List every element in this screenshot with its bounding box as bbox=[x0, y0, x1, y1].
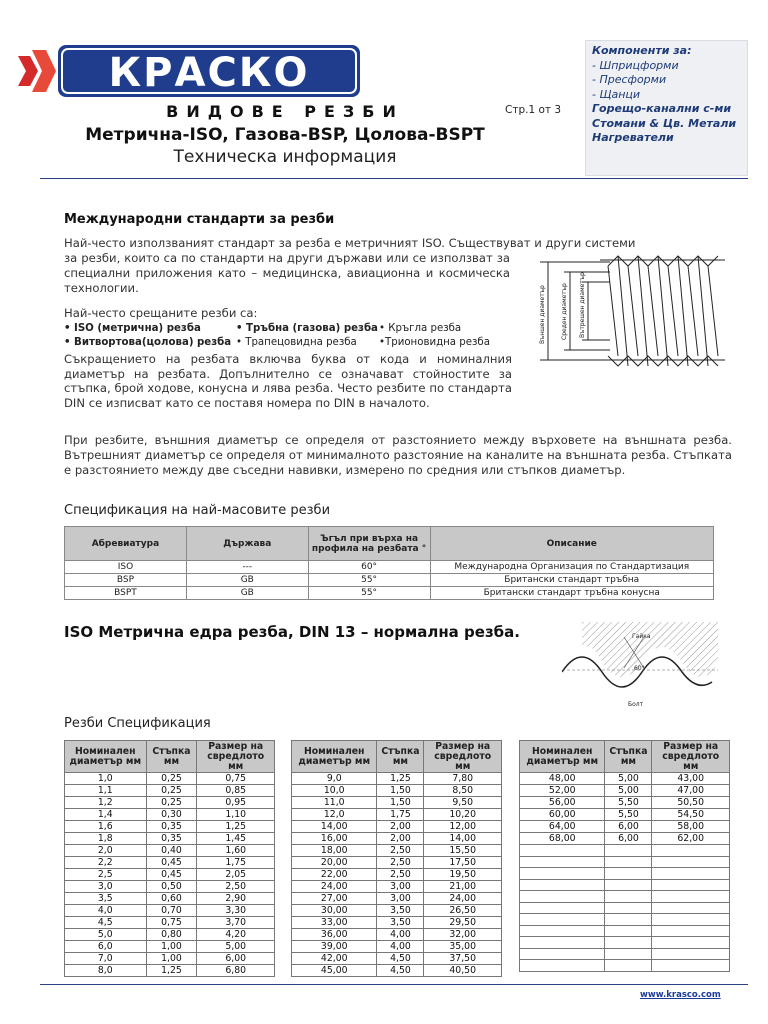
table-row bbox=[520, 879, 730, 891]
table-cell: 5,00 bbox=[605, 785, 652, 797]
drill-column-header: Стъпка мм bbox=[605, 741, 652, 773]
thread-type-item: • Кръгла резба bbox=[379, 323, 462, 334]
drill-column-header: Номинален диаметър мм bbox=[520, 741, 605, 773]
table-cell: 6,00 bbox=[197, 953, 275, 965]
title-main: ВИДОВЕ РЕЗБИ bbox=[166, 102, 404, 121]
table-row bbox=[520, 891, 730, 903]
table-cell: 1,0 bbox=[65, 773, 147, 785]
table-cell: 2,50 bbox=[197, 881, 275, 893]
thread-type-item: • ISO (метрична) резба bbox=[64, 323, 201, 334]
table-cell: 2,05 bbox=[197, 869, 275, 881]
table-cell: 12,00 bbox=[424, 821, 502, 833]
table-cell: 14,00 bbox=[424, 833, 502, 845]
table-cell: 12,0 bbox=[292, 809, 377, 821]
table-row bbox=[292, 797, 502, 809]
table-cell: 1,45 bbox=[197, 833, 275, 845]
table-row bbox=[65, 893, 275, 905]
table-row bbox=[65, 809, 275, 821]
table-cell: 33,00 bbox=[292, 917, 377, 929]
drill-column-header: Размер на свредлото мм bbox=[197, 741, 275, 773]
drill-column-header: Номинален диаметър мм bbox=[292, 741, 377, 773]
table-row bbox=[292, 953, 502, 965]
sidebox-line: Нагреватели bbox=[592, 131, 674, 144]
thread-profile-diagram bbox=[562, 622, 718, 712]
table-cell bbox=[605, 925, 652, 937]
standards-heading: Международни стандарти за резби bbox=[64, 212, 335, 227]
drill-column-header: Размер на свредлото мм bbox=[424, 741, 502, 773]
table-cell: 60,00 bbox=[520, 809, 605, 821]
table-row bbox=[520, 797, 730, 809]
table-cell: 22,00 bbox=[292, 869, 377, 881]
table-cell bbox=[652, 879, 730, 891]
table-cell bbox=[520, 856, 605, 868]
table-cell: 58,00 bbox=[652, 821, 730, 833]
table-cell: 2,5 bbox=[65, 869, 147, 881]
table-cell: 1,00 bbox=[146, 953, 197, 965]
table-row bbox=[65, 797, 275, 809]
table-cell: 47,00 bbox=[652, 785, 730, 797]
table-row bbox=[292, 869, 502, 881]
standards-paragraph-1-rest: за резби, които са по стандарти на други държави или се използват за специални приложения като – медицинска, авиационна и космическа технологии. bbox=[64, 251, 510, 295]
table-cell bbox=[605, 948, 652, 960]
table-cell bbox=[652, 868, 730, 880]
table-cell bbox=[652, 891, 730, 903]
table-cell: 0,25 bbox=[146, 785, 197, 797]
table-row bbox=[520, 856, 730, 868]
table-cell: 1,00 bbox=[146, 941, 197, 953]
table-cell: 1,2 bbox=[65, 797, 147, 809]
table-row bbox=[520, 785, 730, 797]
table-cell bbox=[605, 902, 652, 914]
table-cell: 10,20 bbox=[424, 809, 502, 821]
table-cell: 60° bbox=[308, 561, 430, 574]
table-cell bbox=[652, 948, 730, 960]
table-cell: 1,10 bbox=[197, 809, 275, 821]
table-cell: 24,00 bbox=[424, 893, 502, 905]
thread-types-list bbox=[64, 322, 524, 350]
header-divider bbox=[40, 178, 748, 179]
table-cell: 4,20 bbox=[197, 929, 275, 941]
table-cell bbox=[520, 925, 605, 937]
table-cell: 45,00 bbox=[292, 965, 377, 977]
table-row bbox=[520, 948, 730, 960]
standards-paragraph-2: Най-често срещаните резби са: bbox=[64, 306, 258, 320]
table-row bbox=[292, 905, 502, 917]
table-cell: 19,50 bbox=[424, 869, 502, 881]
table-cell: ISO bbox=[65, 561, 187, 574]
profile-nut-label: Гайка bbox=[632, 633, 651, 640]
table-cell bbox=[652, 914, 730, 926]
table-row bbox=[292, 893, 502, 905]
table-cell: 18,00 bbox=[292, 845, 377, 857]
table-cell: 10,0 bbox=[292, 785, 377, 797]
thread-type-item: •Трионовидна резба bbox=[379, 337, 490, 348]
table-cell: 5,50 bbox=[605, 809, 652, 821]
table-cell: 1,25 bbox=[197, 821, 275, 833]
spec-column-header: Абревиатура bbox=[65, 527, 187, 561]
table-cell: 1,25 bbox=[377, 773, 424, 785]
inner-diameter-label: Вътрешен диаметър bbox=[579, 272, 586, 338]
title-subtitle: Метрична-ISO, Газова-BSP, Цолова-BSPT bbox=[85, 125, 485, 145]
table-row bbox=[65, 953, 275, 965]
table-cell bbox=[605, 879, 652, 891]
table-cell: 43,00 bbox=[652, 773, 730, 785]
spec-column-header: Ъгъл при върха на профила на резбата ° bbox=[308, 527, 430, 561]
table-cell: 2,50 bbox=[377, 857, 424, 869]
table-cell: 37,50 bbox=[424, 953, 502, 965]
sidebox-line: Горещо-канални с-ми bbox=[592, 102, 732, 115]
table-cell: 1,4 bbox=[65, 809, 147, 821]
table-cell bbox=[652, 925, 730, 937]
table-row bbox=[65, 905, 275, 917]
table-cell bbox=[652, 902, 730, 914]
table-cell: 3,00 bbox=[377, 893, 424, 905]
table-cell bbox=[652, 845, 730, 857]
table-cell: 1,50 bbox=[377, 797, 424, 809]
table-cell: 8,50 bbox=[424, 785, 502, 797]
table-row bbox=[65, 917, 275, 929]
thread-type-item: • Витвортова(цолова) резба bbox=[64, 337, 232, 348]
iso-section-title: ISO Метрична едра резба, DIN 13 – нормална резба. bbox=[64, 623, 520, 641]
outer-diameter-label: Външен диаметър bbox=[539, 285, 546, 344]
profile-bolt-label: Болт bbox=[628, 701, 644, 708]
table-cell: Британски стандарт тръбна конусна bbox=[430, 587, 714, 600]
table-row bbox=[520, 868, 730, 880]
table-row bbox=[520, 960, 730, 972]
thread-type-item: • Трапецовидна резба bbox=[236, 337, 357, 348]
table-row bbox=[65, 785, 275, 797]
bullet-row bbox=[64, 336, 524, 350]
thread-spec-table bbox=[64, 526, 714, 600]
table-cell bbox=[652, 856, 730, 868]
table-cell: 15,50 bbox=[424, 845, 502, 857]
table-row bbox=[292, 917, 502, 929]
table-cell: 0,30 bbox=[146, 809, 197, 821]
table-cell: 4,00 bbox=[377, 929, 424, 941]
table-cell: 5,0 bbox=[65, 929, 147, 941]
table-cell: 6,00 bbox=[605, 833, 652, 845]
table-cell: 3,00 bbox=[377, 881, 424, 893]
table-cell: 55° bbox=[308, 574, 430, 587]
table-cell: 17,50 bbox=[424, 857, 502, 869]
table-row bbox=[65, 857, 275, 869]
table-cell: 1,6 bbox=[65, 821, 147, 833]
table-cell: 62,00 bbox=[652, 833, 730, 845]
table-cell: 4,0 bbox=[65, 905, 147, 917]
table-cell: 32,00 bbox=[424, 929, 502, 941]
profile-angle-label: 60° bbox=[634, 665, 645, 672]
table-cell: 4,5 bbox=[65, 917, 147, 929]
table-cell: 5,00 bbox=[605, 773, 652, 785]
table-cell: 48,00 bbox=[520, 773, 605, 785]
table-row bbox=[292, 833, 502, 845]
website-link[interactable]: www.krasco.com bbox=[640, 990, 721, 1000]
table-cell: 2,00 bbox=[377, 821, 424, 833]
table-row bbox=[520, 925, 730, 937]
table-cell bbox=[605, 937, 652, 949]
table-cell: Международна Организация по Стандартизация bbox=[430, 561, 714, 574]
drill-column-header: Размер на свредлото мм bbox=[652, 741, 730, 773]
table-cell: 3,50 bbox=[377, 905, 424, 917]
table-cell: 4,50 bbox=[377, 953, 424, 965]
table-cell: GB bbox=[186, 574, 308, 587]
table-row bbox=[65, 773, 275, 785]
table-cell: 0,25 bbox=[146, 773, 197, 785]
table-cell: 1,1 bbox=[65, 785, 147, 797]
table-cell: 6,80 bbox=[197, 965, 275, 977]
table-row bbox=[65, 561, 714, 574]
table-cell: BSP bbox=[65, 574, 187, 587]
drill-column-header: Номинален диаметър мм bbox=[65, 741, 147, 773]
drill-table-1 bbox=[64, 740, 275, 977]
table-cell: 24,00 bbox=[292, 881, 377, 893]
table-cell: --- bbox=[186, 561, 308, 574]
table-row bbox=[65, 833, 275, 845]
table-row bbox=[520, 809, 730, 821]
table-cell: 14,00 bbox=[292, 821, 377, 833]
table-cell bbox=[605, 868, 652, 880]
table-row bbox=[65, 929, 275, 941]
table-cell: 1,25 bbox=[146, 965, 197, 977]
sidebox-line: Стомани & Цв. Метали bbox=[592, 116, 737, 130]
table-cell: 0,80 bbox=[146, 929, 197, 941]
thread-type-item: • Тръбна (газова) резба bbox=[236, 323, 378, 334]
table-cell: 0,50 bbox=[146, 881, 197, 893]
drill-table-3 bbox=[519, 740, 730, 972]
table-cell bbox=[520, 879, 605, 891]
table-cell: 0,40 bbox=[146, 845, 197, 857]
table-cell: 0,35 bbox=[146, 833, 197, 845]
sidebox-line: - Шприцформи bbox=[592, 58, 679, 72]
table-cell: 68,00 bbox=[520, 833, 605, 845]
logo-text: КРАСКО bbox=[108, 50, 310, 96]
table-cell: 0,75 bbox=[146, 917, 197, 929]
sidebox-line: - Щанци bbox=[592, 87, 641, 101]
standards-paragraph-4: При резбите, външния диаметър се определя от разстоянието между върховете на външната резба. Вътрешният диаметър се определя от минималното разстояние на каналите на външната резба. Стъпката е разстоянието между две съседни навивки, измерено по средния или стъпков диаметър. bbox=[64, 433, 732, 477]
table-cell: 7,0 bbox=[65, 953, 147, 965]
table-cell: 9,0 bbox=[292, 773, 377, 785]
table-cell bbox=[605, 891, 652, 903]
table-cell: 35,00 bbox=[424, 941, 502, 953]
thread-diameter-diagram bbox=[530, 252, 730, 370]
table-cell: 5,00 bbox=[197, 941, 275, 953]
table-cell: 5,50 bbox=[605, 797, 652, 809]
table-cell: 9,50 bbox=[424, 797, 502, 809]
table-row bbox=[65, 965, 275, 977]
table-cell bbox=[520, 937, 605, 949]
table-cell: 3,70 bbox=[197, 917, 275, 929]
table-cell: 2,00 bbox=[377, 833, 424, 845]
table-row bbox=[65, 574, 714, 587]
spec-column-header: Описание bbox=[430, 527, 714, 561]
standards-paragraph-3: Съкращението на резбата включва буква от кода и номиналния диаметър на резбата. Допълнително се означават стойностите за стъпка, брой ходове, конусна и лява резба. Често резбите по стандарта DIN се изписват като се поставя номера по DIN в началото. bbox=[64, 352, 512, 410]
table-row bbox=[292, 785, 502, 797]
table-cell: 29,50 bbox=[424, 917, 502, 929]
sidebox-line: - Пресформи bbox=[592, 73, 667, 86]
table-cell bbox=[652, 937, 730, 949]
table-cell: 27,00 bbox=[292, 893, 377, 905]
table-cell: 21,00 bbox=[424, 881, 502, 893]
table-cell: 6,00 bbox=[605, 821, 652, 833]
table-cell: 2,50 bbox=[377, 845, 424, 857]
table-cell: GB bbox=[186, 587, 308, 600]
table-cell: 0,25 bbox=[146, 797, 197, 809]
table-cell: 40,50 bbox=[424, 965, 502, 977]
standards-paragraph-1: Най-често използваният стандарт за резба е метричният ISO. Съществуват и други системи bbox=[64, 236, 636, 250]
table-row bbox=[292, 809, 502, 821]
table-row bbox=[520, 845, 730, 857]
table-cell bbox=[652, 960, 730, 972]
table-cell: 3,0 bbox=[65, 881, 147, 893]
table-row bbox=[520, 937, 730, 949]
table-cell bbox=[520, 948, 605, 960]
table-cell: 16,00 bbox=[292, 833, 377, 845]
middle-diameter-label: Среден диаметър bbox=[561, 283, 568, 340]
table-cell: 3,50 bbox=[377, 917, 424, 929]
table-row bbox=[292, 965, 502, 977]
table-cell bbox=[520, 902, 605, 914]
table-cell: 50,50 bbox=[652, 797, 730, 809]
table-cell: 54,50 bbox=[652, 809, 730, 821]
table-row bbox=[65, 821, 275, 833]
table-row bbox=[292, 773, 502, 785]
table-row bbox=[292, 881, 502, 893]
table-cell: 4,50 bbox=[377, 965, 424, 977]
drill-spec-title: Резби Спецификация bbox=[64, 716, 211, 731]
drill-column-header: Стъпка мм bbox=[146, 741, 197, 773]
table-row bbox=[520, 902, 730, 914]
table-cell: 52,00 bbox=[520, 785, 605, 797]
table-row bbox=[65, 881, 275, 893]
logo-graphic bbox=[18, 42, 363, 100]
table-row bbox=[292, 821, 502, 833]
drill-table-2 bbox=[291, 740, 502, 977]
table-cell: 26,50 bbox=[424, 905, 502, 917]
components-sidebox bbox=[585, 40, 748, 176]
bullet-row bbox=[64, 322, 524, 336]
table-cell: 55° bbox=[308, 587, 430, 600]
table-row bbox=[65, 941, 275, 953]
table-cell: 2,2 bbox=[65, 857, 147, 869]
table-cell: 20,00 bbox=[292, 857, 377, 869]
table-cell: 36,00 bbox=[292, 929, 377, 941]
spec-table-title: Спецификация на най-масовите резби bbox=[64, 503, 331, 518]
table-cell bbox=[605, 960, 652, 972]
company-logo bbox=[18, 42, 363, 100]
table-cell: 64,00 bbox=[520, 821, 605, 833]
table-cell: 1,75 bbox=[377, 809, 424, 821]
sidebox-line: Компоненти за: bbox=[592, 44, 692, 57]
table-cell: 0,60 bbox=[146, 893, 197, 905]
table-cell: 1,75 bbox=[197, 857, 275, 869]
table-row bbox=[292, 857, 502, 869]
table-cell bbox=[605, 845, 652, 857]
table-cell: 0,45 bbox=[146, 869, 197, 881]
table-row bbox=[65, 587, 714, 600]
table-cell bbox=[520, 914, 605, 926]
document-title bbox=[60, 102, 510, 167]
table-row bbox=[520, 821, 730, 833]
table-row bbox=[292, 845, 502, 857]
table-cell bbox=[605, 856, 652, 868]
table-cell: 2,50 bbox=[377, 869, 424, 881]
table-cell: 0,35 bbox=[146, 821, 197, 833]
table-cell: BSPT bbox=[65, 587, 187, 600]
table-row bbox=[520, 914, 730, 926]
table-cell: 30,00 bbox=[292, 905, 377, 917]
table-row bbox=[65, 845, 275, 857]
table-cell: 3,30 bbox=[197, 905, 275, 917]
table-cell: 56,00 bbox=[520, 797, 605, 809]
table-cell: 0,95 bbox=[197, 797, 275, 809]
table-cell: 2,0 bbox=[65, 845, 147, 857]
title-subtitle-2: Техническа информация bbox=[173, 147, 397, 167]
table-cell: 0,85 bbox=[197, 785, 275, 797]
table-cell: 42,00 bbox=[292, 953, 377, 965]
page-number: Стр.1 от 3 bbox=[505, 104, 562, 116]
drill-column-header: Стъпка мм bbox=[377, 741, 424, 773]
table-cell: 7,80 bbox=[424, 773, 502, 785]
table-cell bbox=[605, 914, 652, 926]
table-cell: 1,8 bbox=[65, 833, 147, 845]
table-cell bbox=[520, 960, 605, 972]
table-cell: 3,5 bbox=[65, 893, 147, 905]
table-row bbox=[65, 869, 275, 881]
table-row bbox=[292, 941, 502, 953]
table-row bbox=[520, 773, 730, 785]
table-cell: 4,00 bbox=[377, 941, 424, 953]
table-cell: 0,45 bbox=[146, 857, 197, 869]
table-cell: 2,90 bbox=[197, 893, 275, 905]
table-cell: 1,50 bbox=[377, 785, 424, 797]
spec-column-header: Държава bbox=[186, 527, 308, 561]
table-cell bbox=[520, 845, 605, 857]
table-cell: 6,0 bbox=[65, 941, 147, 953]
table-cell: 39,00 bbox=[292, 941, 377, 953]
table-row bbox=[292, 929, 502, 941]
table-cell bbox=[520, 868, 605, 880]
footer-divider bbox=[40, 984, 748, 985]
table-cell: 11,0 bbox=[292, 797, 377, 809]
table-cell: 0,75 bbox=[197, 773, 275, 785]
table-cell bbox=[520, 891, 605, 903]
table-cell: 8,0 bbox=[65, 965, 147, 977]
table-row bbox=[520, 833, 730, 845]
table-cell: Британски стандарт тръбна bbox=[430, 574, 714, 587]
table-cell: 0,70 bbox=[146, 905, 197, 917]
table-cell: 1,60 bbox=[197, 845, 275, 857]
